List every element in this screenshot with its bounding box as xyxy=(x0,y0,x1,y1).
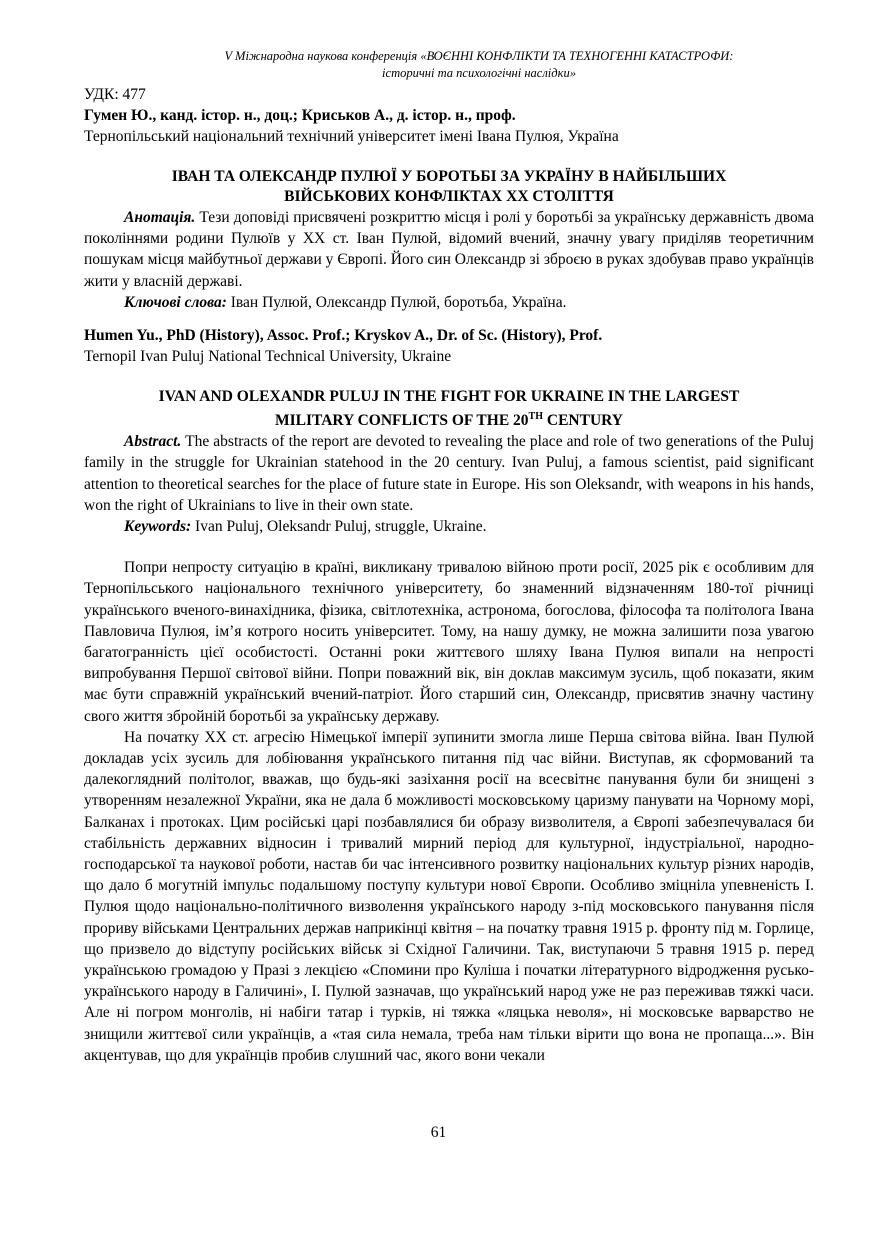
en-abstract xyxy=(84,431,814,516)
ua-title-line-2: ВІЙСЬКОВИХ КОНФЛІКТАХ ХХ СТОЛІТТЯ xyxy=(284,188,614,205)
header-line-2: історичні та психологічні наслідки» xyxy=(382,66,576,80)
en-keywords xyxy=(84,516,814,537)
page-number: 61 xyxy=(430,1124,447,1141)
ua-title xyxy=(114,167,784,207)
ua-abstract xyxy=(84,207,814,292)
en-title-sup: TH xyxy=(528,411,543,423)
header-line-1: V Міжнародна наукова конференція «ВОЄННІ КОНФЛІКТИ ТА ТЕХНОГЕННІ КАТАСТРОФИ: xyxy=(224,49,734,63)
ua-authors: Гумен Ю., канд. істор. н., доц.; Криськов А., д. істор. н., проф. xyxy=(84,107,516,124)
en-affiliation: Ternopil Ivan Puluj National Technical University, Ukraine xyxy=(84,348,452,366)
body-paragraph-1: Попри непросту ситуацію в країні, викликану тривалою війною проти росії, 2025 рік є особливим для Тернопільського національного технічного університету, бо знаменний відзначенням 180-тої річниці українського вченого-винахідника, фізика, світлотехніка, астронома, богослова, філософа та політолога Івана Павловича Пулюя, ім’я котрого носить університет. Тому, на нашу думку, не можна залишити поза увагою багатогранність цієї особистості. Останні роки життєвого шляху Івана Пулюя випали на непрості випробування Першої світової війни. Попри поважний вік, він доклав максимум зусиль, щоб показати, яким має бути справжній український вчений-патріот. Його старший син, Олександр, присвятив значну частину свого життя збройній боротьбі за українську державу. xyxy=(84,559,814,725)
en-keywords-label: Keywords: xyxy=(124,517,192,535)
en-keywords-text: Ivan Puluj, Oleksandr Puluj, struggle, Ukraine. xyxy=(191,517,487,535)
ua-abstract-label: Анотація. xyxy=(124,209,196,226)
ua-affiliation: Тернопільський національний технічний університет імені Івана Пулюя, Україна xyxy=(84,128,619,145)
conference-header xyxy=(124,48,834,82)
ua-abstract-text: Тези доповіді присвячені розкриттю місця і ролі у боротьбі за українську державність двома поколіннями родини Пулюїв у ХХ ст. Іван Пулюй, відомий вчений, значну увагу приділяв теоретичним пошукам місця майбутньої держави у Європі. Його син Олександр зі зброєю в руках здобував право українців жити у власній державі. xyxy=(84,209,814,290)
en-title-line-2-pre: MILITARY CONFLICTS OF THE 20 xyxy=(275,412,529,430)
page xyxy=(84,48,814,1066)
udc-code: УДК: 477 xyxy=(84,86,146,103)
ua-keywords xyxy=(84,292,814,313)
en-title-line-1: IVAN AND OLEXANDR PULUJ IN THE FIGHT FOR UKRAINE IN THE LARGEST xyxy=(158,388,740,406)
ua-title-line-1: ІВАН ТА ОЛЕКСАНДР ПУЛЮЇ У БОРОТЬБІ ЗА УКРАЇНУ В НАЙБІЛЬШИХ xyxy=(171,168,727,185)
body-paragraph-2: На початку ХХ ст. агресію Німецької імперії зупинити змогла лише Перша світова війна. Іван Пулюй докладав усіх зусиль для лобіювання українського питання під час війни. Виступав, як сформований та далекоглядний політолог, вважав, що будь-які зазіхання росії на всесвітнє панування були би знищені з утворенням незалежної України, яка не дала б можливості московському царизму панувати на Чорному морі, Балканах і протоках. Цим російські царі позбавлялися би образу визволителя, а Європі забезпечувалася би стабільність державних відносин і тривалий мирний період для культурної, індустріальної, народно-господарської та наукової роботи, настав би час інтенсивного розвитку національних культур різних народів, що дало б могутній імпульс подальшому поступу культури нової Європи. Особливо зміцніла упевненість І. Пулюя щодо національно-політичного визволення українського народу з-під московського панування після прориву військами Центральних держав наприкінці квітня – на початку травня 1915 р. фронту під м. Горлице, що призвело до відступу російських військ зі Східної Галичини. Так, виступаючи 5 травня 1915 р. перед українською громадою у Празі з лекцією «Спомини про Куліша і початки літературного відродження русько-українського народу в Галичині», І. Пулюй зазначав, що український народ уже не раз переживав тяжкі часи. Але ні погром монголів, ні набіги татар і турків, ні тяжка «ляцька неволя», ні московське варварство не знищили життєвої сили українців, а «тая сила немала, треба нам тільки вірити що вона не пропаща...». Він акцентував, що для українців пробив слушний час, якого вони чекали xyxy=(84,728,814,1064)
en-abstract-label: Abstract. xyxy=(124,433,182,451)
en-title-line-2-post: CENTURY xyxy=(543,412,623,430)
en-title-line-2 xyxy=(114,407,784,431)
en-title xyxy=(114,387,784,431)
ua-keywords-text: Іван Пулюй, Олександр Пулюй, боротьба, Україна. xyxy=(226,293,567,311)
en-authors: Humen Yu., PhD (History), Assoc. Prof.; Kryskov A., Dr. of Sc. (History), Prof. xyxy=(84,327,603,345)
ua-keywords-label: Ключові слова: xyxy=(124,293,227,311)
en-abstract-text: The abstracts of the report are devoted to revealing the place and role of two generations of the Puluj family in the struggle for Ukrainian statehood in the 20 century. Ivan Puluj, a famous scientist, paid significant attention to theoretical searches for the place of future state in Europe. His son Oleksandr, with weapons in his hands, won the right of Ukrainians to live in their own state. xyxy=(84,433,814,514)
